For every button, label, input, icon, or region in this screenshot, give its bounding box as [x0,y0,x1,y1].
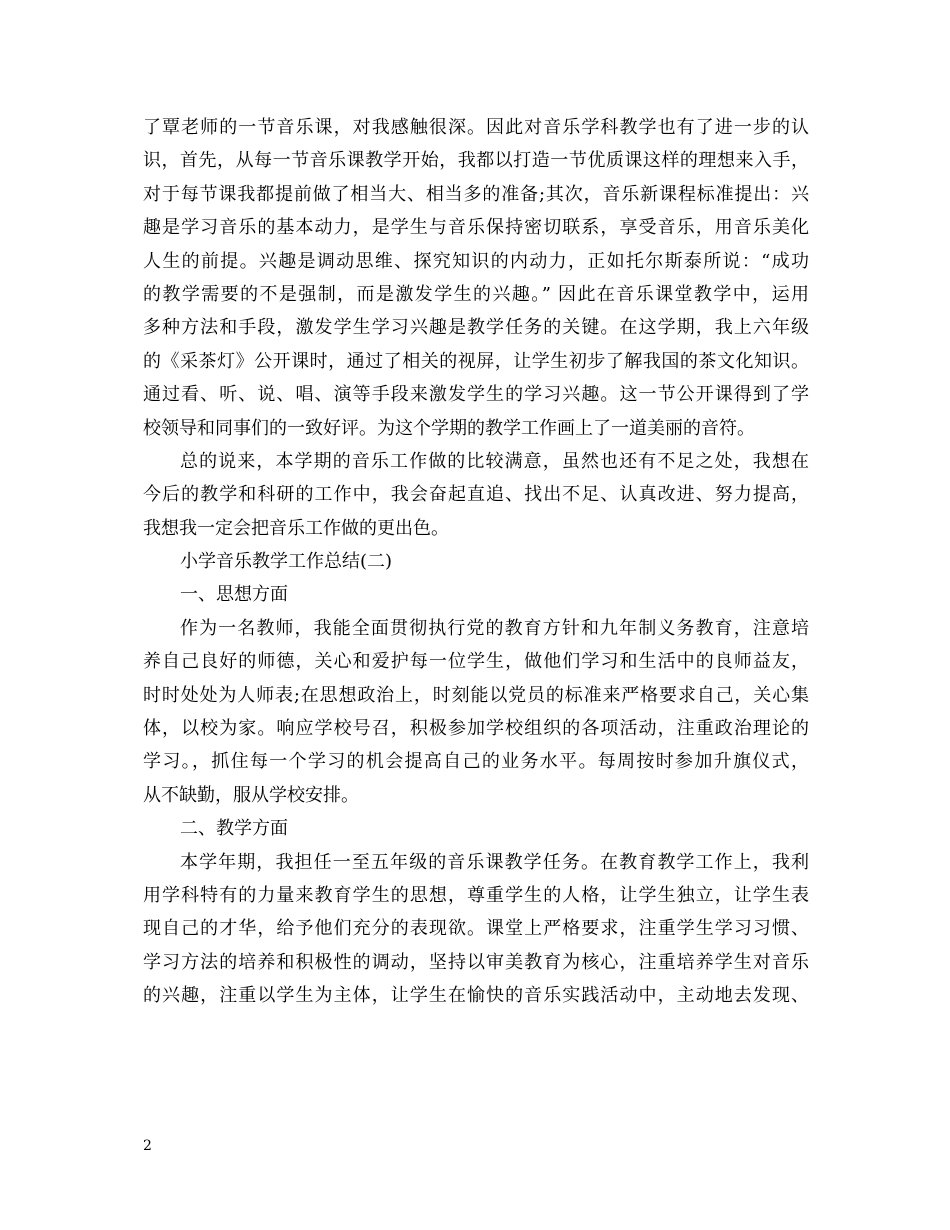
paragraph-first-line: 本学年期，我担任一至五年级的音乐课教学任务。在教育教学工作上，我利 [180,851,809,873]
page-number: 2 [143,1138,152,1154]
text-line: 识，首先，从每一节音乐课教学开始，我都以打造一节优质课这样的理想来入手， [143,150,809,172]
text-line: 趣是学习音乐的基本动力，是学生与音乐保持密切联系，享受音乐，用音乐美化 [143,217,809,239]
section-title: 小学音乐教学工作总结(二) [180,551,393,573]
text-line: 多种方法和手段，激发学生学习兴趣是教学任务的关键。在这学期，我上六年级 [143,317,809,339]
text-line: 现自己的才华，给予他们充分的表现欲。课堂上严格要求，注重学生学习习惯、 [143,918,809,940]
text-line: 的《采茶灯》公开课时，通过了相关的视屏，让学生初步了解我国的茶文化知识。 [143,350,809,372]
text-line: 校领导和同事们的一致好评。为这个学期的教学工作画上了一道美丽的音符。 [143,417,755,439]
text-line: 体，以校为家。响应学校号召，积极参加学校组织的各项活动，注重政治理论的 [143,718,809,740]
text-line: 人生的前提。兴趣是调动思维、探究知识的内动力，正如托尔斯泰所说：“成功 [143,250,809,272]
text-line: 的教学需要的不是强制，而是激发学生的兴趣。” 因此在音乐课堂教学中，运用 [143,283,809,305]
text-line: 的兴趣，注重以学生为主体，让学生在愉快的音乐实践活动中，主动地去发现、 [143,985,809,1007]
text-line: 养自己良好的师德，关心和爱护每一位学生，做他们学习和生活中的良师益友， [143,651,809,673]
section-heading: 一、思想方面 [180,584,288,606]
text-line: 今后的教学和科研的工作中，我会奋起直追、找出不足、认真改进、努力提高， [143,484,809,506]
text-line: 了覃老师的一节音乐课，对我感触很深。因此对音乐学科教学也有了进一步的认 [143,117,809,138]
text-line: 对于每节课我都提前做了相当大、相当多的准备;其次，音乐新课程标准提出：兴 [143,183,809,205]
text-line: 学习。，抓住每一个学习的机会提高自己的业务水平。每周按时参加升旗仪式， [143,751,809,773]
text-line: 通过看、听、说、唱、演等手段来激发学生的学习兴趣。这一节公开课得到了学 [143,384,809,406]
text-line: 时时处处为人师表;在思想政治上，时刻能以党员的标准来严格要求自己，关心集 [143,684,809,706]
text-line: 从不缺勤，服从学校安排。 [143,784,359,806]
paragraph-first-line: 总的说来，本学期的音乐工作做的比较满意，虽然也还有不足之处，我想在 [180,450,809,472]
section-heading: 二、教学方面 [180,818,288,840]
text-line: 学习方法的培养和积极性的调动，坚持以审美教育为核心，注重培养学生对音乐 [143,951,809,973]
text-line: 我想我一定会把音乐工作做的更出色。 [143,517,449,539]
paragraph-first-line: 作为一名教师，我能全面贯彻执行党的教育方针和九年制义务教育，注意培 [180,617,809,639]
document-body [143,111,809,1013]
text-line: 用学科特有的力量来教育学生的思想，尊重学生的人格，让学生独立，让学生表 [143,884,809,906]
